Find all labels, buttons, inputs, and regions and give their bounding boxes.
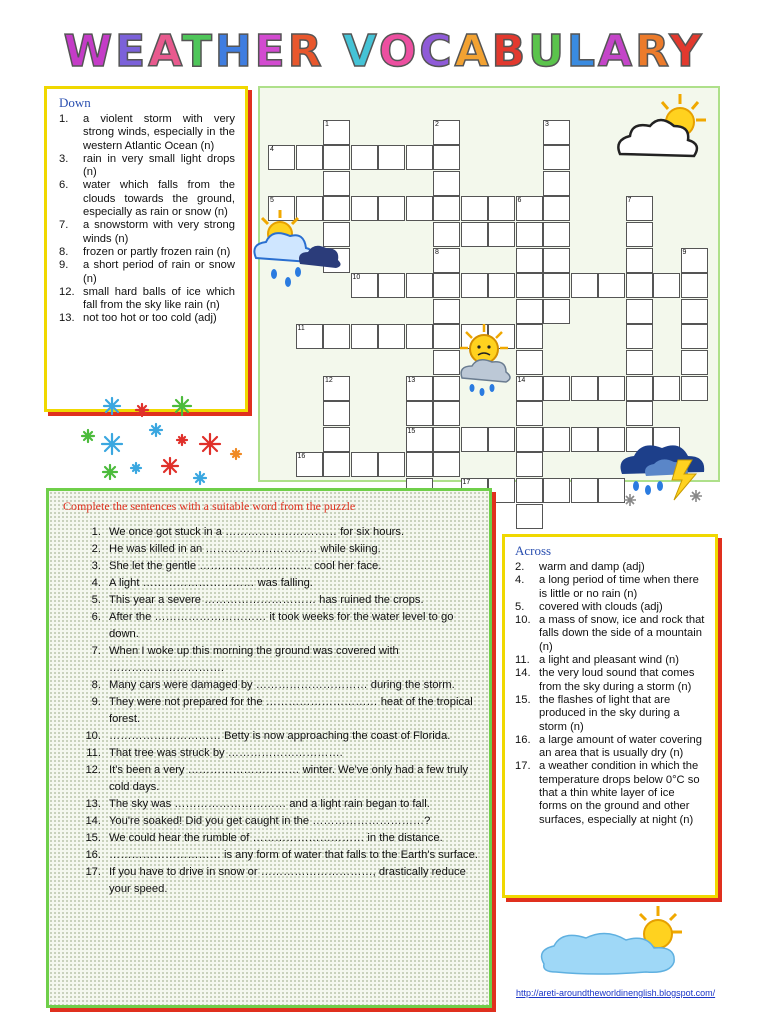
item-number: 2. (515, 561, 525, 573)
clue-number: 1 (325, 120, 329, 128)
crossword-cell[interactable] (516, 248, 543, 273)
item-number: 17. (85, 866, 101, 878)
item-text: The sky was ………………………… and a light rain began to fall. (109, 798, 430, 810)
clue-number: 8 (435, 248, 439, 256)
title-letter: A (598, 26, 636, 77)
crossword-cell[interactable] (543, 248, 570, 273)
item-number: 13. (85, 798, 101, 810)
sentence-item (59, 643, 479, 677)
title-letter: O (378, 26, 420, 77)
item-text: the flashes of light that are produced in the sky during a storm (n) (539, 693, 680, 733)
crossword-cell[interactable] (653, 376, 680, 401)
item-number: 5. (91, 594, 101, 606)
across-clue (515, 760, 705, 826)
item-text: He was killed in an ………………………… while skiing. (109, 543, 381, 555)
crossword-cell[interactable] (516, 350, 543, 375)
title-letter: U (528, 26, 567, 77)
crossword-cell[interactable] (296, 324, 323, 349)
item-text: It's been a very ………………………… winter. We've only had a few truly cold days. (109, 764, 469, 793)
item-text: a short period of rain or snow (n) (83, 259, 235, 285)
item-text: rain in very small light drops (n) (83, 152, 235, 179)
crossword-cell[interactable] (543, 376, 570, 401)
crossword-cell[interactable] (323, 324, 350, 349)
crossword-cell[interactable] (653, 273, 680, 298)
crossword-cell[interactable] (378, 196, 405, 221)
sentence-item (59, 830, 479, 847)
crossword-cell[interactable] (626, 376, 653, 401)
sentence-item (59, 762, 479, 796)
crossword-cell[interactable] (681, 248, 708, 273)
down-clue (59, 219, 235, 246)
crossword-cell[interactable] (488, 222, 515, 247)
crossword-cell[interactable] (351, 145, 378, 170)
crossword-cell[interactable] (598, 273, 625, 298)
sentence-item (59, 592, 479, 609)
crossword-cell[interactable] (323, 171, 350, 196)
item-number: 1. (91, 526, 101, 538)
down-clue (59, 246, 235, 259)
item-number: 11. (86, 747, 101, 759)
crossword-cell[interactable] (433, 171, 460, 196)
item-text: a large amount of water covering an area that is usually dry (n) (539, 733, 702, 760)
down-clue (59, 286, 235, 313)
sentence-item (59, 575, 479, 592)
crossword-cell[interactable] (543, 273, 570, 298)
crossword-cell[interactable] (516, 401, 543, 426)
crossword-cell[interactable] (626, 324, 653, 349)
title-letter: E (254, 26, 288, 77)
across-clue (515, 734, 705, 761)
crossword-cell[interactable] (461, 427, 488, 452)
crossword-cell[interactable] (433, 350, 460, 375)
item-number: 10. (515, 614, 531, 627)
crossword-cell[interactable] (406, 376, 433, 401)
crossword-cell[interactable] (351, 273, 378, 298)
crossword-cell[interactable] (323, 145, 350, 170)
item-text: After the ………………………… it took weeks for the water level to go down. (109, 611, 454, 640)
crossword-cell[interactable] (626, 273, 653, 298)
crossword-cell[interactable] (626, 299, 653, 324)
sentence-item (59, 524, 479, 541)
crossword-cell[interactable] (516, 376, 543, 401)
across-clues-panel (502, 534, 718, 898)
crossword-cell[interactable] (543, 171, 570, 196)
crossword-cell[interactable] (406, 401, 433, 426)
sentence-item (59, 558, 479, 575)
item-text: They were not prepared for the ………………………… heat of the tropical forest. (109, 696, 473, 725)
clue-number: 14 (517, 376, 526, 384)
crossword-cell[interactable] (571, 273, 598, 298)
item-text: If you have to drive in snow or …………………………, drastically reduce your speed. (109, 866, 466, 895)
title-letter: H (214, 26, 255, 77)
item-text: ………………………… is any form of water that falls to the Earth's surface. (109, 849, 478, 861)
sentence-heading: Complete the sentences with a suitable word from the puzzle (63, 499, 356, 513)
item-number: 16. (515, 733, 531, 746)
sun-behind-cloud-icon (536, 904, 706, 980)
sentence-item (59, 796, 479, 813)
sentence-item (59, 745, 479, 762)
crossword-cell[interactable] (626, 248, 653, 273)
clue-number: 7 (627, 197, 632, 205)
item-number: 4. (91, 577, 101, 589)
down-clue (59, 153, 235, 180)
sentence-item (59, 864, 479, 898)
crossword-cell[interactable] (433, 376, 460, 401)
crossword-cell[interactable] (626, 401, 653, 426)
crossword-cell[interactable] (433, 427, 460, 452)
crossword-cell[interactable] (323, 401, 350, 426)
crossword-cell[interactable] (543, 299, 570, 324)
crossword-cell[interactable] (406, 145, 433, 170)
item-number: 16. (85, 849, 101, 861)
down-clues-panel (44, 86, 248, 412)
clue-number: 3 (545, 120, 549, 128)
item-text: We once got stuck in a ………………………… for six hours. (109, 526, 405, 538)
crossword-cell[interactable] (543, 120, 570, 145)
crossword-cell[interactable] (378, 273, 405, 298)
clue-number: 13 (407, 376, 416, 384)
crossword-cell[interactable] (433, 120, 460, 145)
crossword-cell[interactable] (543, 145, 570, 170)
crossword-cell[interactable] (433, 222, 460, 247)
crossword-cell[interactable] (406, 273, 433, 298)
item-number: 15. (515, 693, 531, 706)
crossword-cell[interactable] (516, 324, 543, 349)
crossword-cell[interactable] (296, 145, 323, 170)
item-text: A light ………………………… was falling. (109, 577, 313, 589)
crossword-cell[interactable] (571, 478, 598, 503)
crossword-cell[interactable] (598, 376, 625, 401)
crossword-cell[interactable] (433, 248, 460, 273)
title-letter: R (287, 26, 325, 77)
item-text: ………………………… Betty is now approaching the coast of Florida. (109, 730, 451, 742)
crossword-cell[interactable] (433, 452, 460, 477)
crossword-cell[interactable] (516, 273, 543, 298)
crossword-cell[interactable] (681, 350, 708, 375)
item-text: We could hear the rumble of ………………………… in the distance. (109, 832, 443, 844)
item-number: 12. (59, 285, 75, 298)
item-text: You're soaked! Did you get caught in the …………………………? (109, 815, 431, 827)
crossword-cell[interactable] (516, 299, 543, 324)
item-number: 10. (85, 730, 101, 742)
across-clue-list (515, 561, 705, 827)
sentence-item (59, 813, 479, 830)
crossword-cell[interactable] (626, 196, 653, 221)
down-clue-list (59, 113, 235, 326)
sentence-item (59, 677, 479, 694)
item-number: 3. (59, 152, 69, 165)
title-letter: C (419, 26, 455, 77)
sentence-item (59, 847, 479, 864)
crossword-cell[interactable] (543, 427, 570, 452)
crossword-cell[interactable] (433, 273, 460, 298)
crossword-cell[interactable] (516, 478, 543, 503)
clue-number: 4 (270, 146, 274, 154)
item-number: 4. (515, 574, 525, 587)
item-text: a violent storm with very strong winds, especially in the western Atlantic Ocean (n) (83, 113, 235, 152)
item-number: 8. (91, 679, 101, 691)
crossword-cell[interactable] (488, 273, 515, 298)
item-number: 11. (515, 654, 530, 667)
crossword-cell[interactable] (461, 273, 488, 298)
crossword-cell[interactable] (571, 376, 598, 401)
item-text: She let the gentle ………………………… cool her face. (109, 560, 382, 572)
crossword-cell[interactable] (543, 478, 570, 503)
item-text: not too hot or too cold (adj) (83, 312, 217, 325)
sun-cloud-icon (610, 92, 710, 170)
clue-number: 9 (682, 248, 687, 256)
sentence-completion-panel (46, 488, 492, 1008)
crossword-grid (258, 86, 720, 486)
item-text: the very loud sound that comes from the sky during a storm (n) (539, 667, 695, 693)
crossword-cell[interactable] (516, 427, 543, 452)
clue-number: 15 (407, 427, 416, 435)
crossword-cell[interactable] (543, 222, 570, 247)
item-text: Many cars were damaged by ………………………… during the storm. (109, 679, 455, 691)
crossword-cell[interactable] (488, 427, 515, 452)
clue-number: 2 (435, 120, 439, 128)
crossword-cell[interactable] (681, 273, 708, 298)
item-text: a weather condition in which the temperature drops below 0°C so that a thin white layer of ice forms on the ground and other surfaces, especially at night (n) (539, 760, 700, 826)
crossword-cell[interactable] (681, 376, 708, 401)
source-link[interactable]: http://areti-aroundtheworldinenglish.blogspot.com/ (516, 988, 716, 998)
title-letter: V (342, 26, 379, 77)
item-number: 14. (515, 667, 531, 680)
clue-number: 17 (462, 479, 471, 486)
crossword-cell[interactable] (406, 452, 433, 477)
title-letter: L (566, 26, 598, 77)
crossword-cell[interactable] (433, 401, 460, 426)
crossword-cell[interactable] (433, 145, 460, 170)
rain-cloud-icon (250, 208, 350, 294)
crossword-cell[interactable] (461, 222, 488, 247)
item-number: 6. (91, 611, 101, 623)
crossword-cell[interactable] (461, 196, 488, 221)
across-clue (515, 561, 705, 574)
crossword-cell[interactable] (516, 222, 543, 247)
crossword-cell[interactable] (433, 299, 460, 324)
crossword-cell[interactable] (378, 145, 405, 170)
item-number: 7. (59, 219, 69, 232)
item-text: a mass of snow, ice and rock that falls down the side of a mountain (n) (539, 614, 705, 653)
item-text: warm and damp (adj) (539, 561, 645, 573)
item-number: 5. (515, 600, 525, 613)
crossword-cell[interactable] (378, 452, 405, 477)
crossword-cell[interactable] (323, 427, 350, 452)
item-text: This year a severe ………………………… has ruined the crops. (109, 594, 424, 606)
crossword-cell[interactable] (323, 452, 350, 477)
down-clue (59, 312, 235, 325)
crossword-cell[interactable] (571, 427, 598, 452)
crossword-cell[interactable] (296, 452, 323, 477)
title-letter: R (635, 26, 670, 77)
crossword-cell[interactable] (516, 504, 543, 529)
crossword-cell[interactable] (351, 196, 378, 221)
crossword-cell[interactable] (406, 196, 433, 221)
crossword-cell[interactable] (516, 196, 543, 221)
item-text: small hard balls of ice which fall from the sky like rain (n) (83, 285, 235, 312)
item-number: 2. (91, 543, 101, 555)
item-number: 6. (59, 179, 69, 192)
title-letter: A (454, 26, 492, 77)
title-letter: E (115, 26, 149, 77)
crossword-cell[interactable] (378, 324, 405, 349)
crossword-cell[interactable] (323, 376, 350, 401)
crossword-cell[interactable] (626, 222, 653, 247)
crossword-cell[interactable] (681, 299, 708, 324)
crossword-cell[interactable] (406, 324, 433, 349)
worksheet-title (0, 26, 768, 77)
item-text: a long period of time when there is little or no rain (n) (539, 574, 699, 600)
crossword-cell[interactable] (516, 452, 543, 477)
crossword-cell[interactable] (406, 427, 433, 452)
crossword-cell[interactable] (433, 196, 460, 221)
sentence-item (59, 541, 479, 558)
title-letter: Y (669, 26, 705, 77)
item-number: 17. (515, 760, 531, 773)
sentence-item (59, 694, 479, 728)
item-text: When I woke up this morning the ground was covered with …………………………. (109, 645, 399, 674)
down-clue (59, 179, 235, 219)
storm-cloud-icon (616, 434, 712, 510)
snowflakes-decoration (74, 392, 250, 492)
clue-number: 11 (297, 325, 305, 333)
crossword-cell[interactable] (351, 452, 378, 477)
clue-number: 5 (270, 197, 274, 205)
down-heading: Down (59, 95, 91, 110)
title-letter: T (181, 26, 215, 77)
sentence-list (59, 524, 479, 898)
across-clue (515, 614, 705, 654)
item-number: 15. (85, 832, 101, 844)
item-number: 9. (91, 696, 101, 708)
sentence-item (59, 728, 479, 745)
grumpy-sun-cloud-icon (458, 322, 518, 398)
crossword-cell[interactable] (681, 324, 708, 349)
across-heading: Across (515, 543, 552, 558)
item-number: 14. (85, 815, 101, 827)
crossword-cell[interactable] (268, 145, 295, 170)
across-clue (515, 601, 705, 614)
down-clue (59, 113, 235, 153)
clue-number: 16 (297, 453, 306, 461)
item-number: 7. (91, 645, 101, 657)
clue-number: 6 (517, 197, 522, 205)
across-clue (515, 694, 705, 734)
clue-number: 10 (352, 274, 361, 282)
across-clue (515, 574, 705, 601)
item-number: 1. (59, 113, 69, 125)
item-text: a light and pleasant wind (n) (539, 654, 679, 667)
item-number: 13. (59, 312, 75, 325)
sentence-item (59, 609, 479, 643)
across-clue (515, 667, 705, 694)
crossword-cell[interactable] (543, 196, 570, 221)
item-number: 9. (59, 259, 69, 272)
item-number: 12. (85, 764, 101, 776)
crossword-cell[interactable] (433, 324, 460, 349)
item-number: 8. (59, 245, 69, 258)
crossword-cell[interactable] (488, 478, 515, 503)
crossword-cell[interactable] (488, 196, 515, 221)
down-clue (59, 259, 235, 286)
item-text: a snowstorm with very strong winds (n) (83, 219, 235, 245)
crossword-cell[interactable] (626, 350, 653, 375)
item-text: covered with clouds (adj) (539, 600, 663, 613)
title-letter: B (491, 26, 529, 77)
clue-number: 12 (325, 376, 333, 384)
item-text: frozen or partly frozen rain (n) (83, 245, 231, 258)
title-letter: W (63, 26, 116, 77)
crossword-cell[interactable] (323, 120, 350, 145)
crossword-cell[interactable] (351, 324, 378, 349)
item-number: 3. (91, 560, 101, 572)
across-clue (515, 654, 705, 667)
item-text: water which falls from the clouds towards the ground, especially as rain or snow (n) (83, 179, 235, 219)
item-text: That tree was struck by …………………………. (109, 747, 343, 759)
title-letter: A (148, 26, 182, 77)
